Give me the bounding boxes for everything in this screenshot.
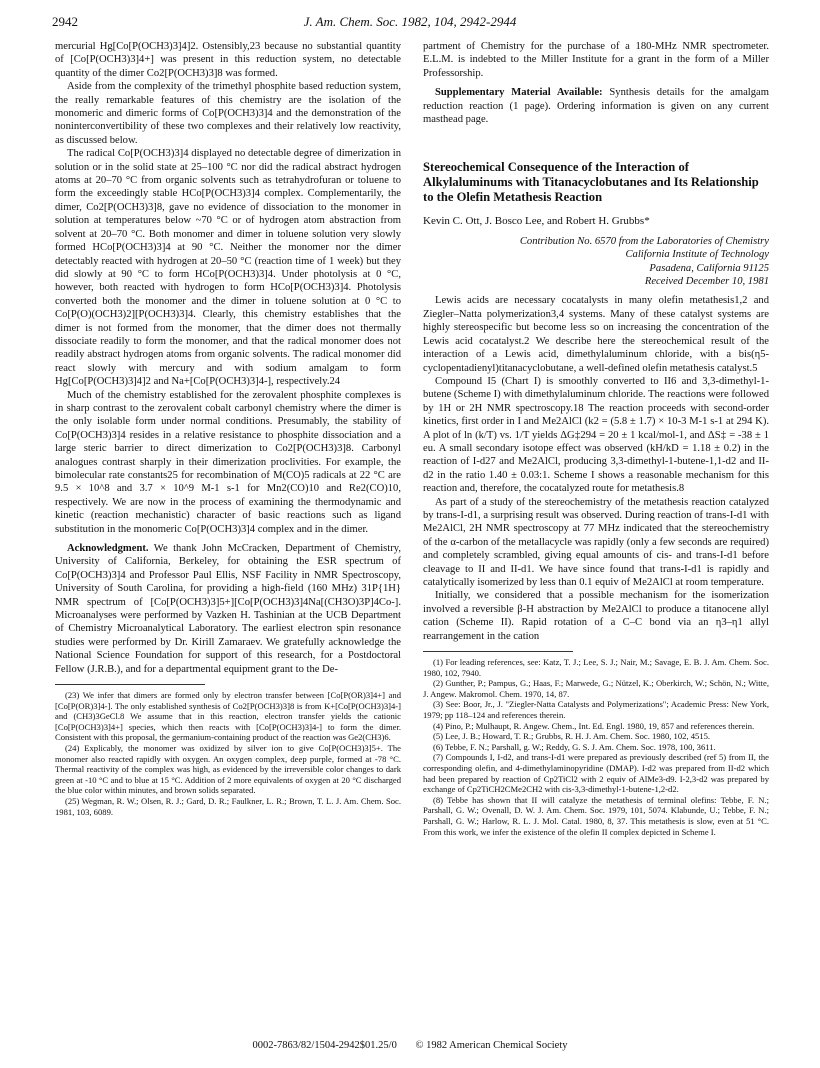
footnote: (3) See: Boor, Jr., J. "Ziegler-Natta Catalysts and Polymerizations"; Academic Press: New York, 1979; pp 118–124 and references therein. bbox=[423, 699, 769, 720]
footnote: (24) Explicably, the monomer was oxidized by silver ion to give Co[P(OCH3)3]5+. The monomer also reacted rapidly with oxygen. An oxygen complex, deep purple, formed at -78 °C. Thermal reactivity of the complex was high, as evidenced by the irreversible color changes to dark green at -10 °C and to blue at 15 °C. Addition of 2 more equivalents of oxygen at 20 °C discharged the blue color within minutes, and brown solids separated. bbox=[55, 743, 401, 796]
body-paragraph: partment of Chemistry for the purchase of a 180-MHz NMR spectrometer. E.L.M. is indebted to the Miller Institute for a grant in the form of a Miller Professorship. bbox=[423, 41, 769, 79]
supplementary-text: Synthesis details for the amalgam reduction reaction (1 page). Ordering information is given on any current masthead page. bbox=[423, 87, 769, 126]
footnote: (4) Pino, P.; Mulhaupt, R. Angew. Chem., Int. Ed. Engl. 1980, 19, 857 and references therein. bbox=[433, 720, 755, 731]
footnote-divider bbox=[55, 684, 205, 685]
body-paragraph: Lewis acids are necessary cocatalysts in many olefin metathesis1,2 and Ziegler–Natta polymerization3,4 systems. Many of these catalyst systems are highly stereospecific but become less so on increasing the concentration of the Lewis acid cocatalyst.2 We describe here the stereochemical result of the interaction of a Lewis acid, dimethylaluminum chloride, with a bis(η5-cyclopentadienyl)titanacyclobutane, a well-defined olefin metathesis catalyst.5 bbox=[423, 295, 769, 374]
article-title: Stereochemical Consequence of the Interaction of Alkylaluminums with Titanacyclobutanes and Its Relationship to the Olefin Metathesis Reaction bbox=[423, 160, 759, 205]
footnote: (7) Compounds I, I-d2, and trans-I-d1 were prepared as previously described (ref 5) from II, the corresponding olefin, and 4-dimethylaminopyridine (DMAP). I-d2 was prepared from II-d2 which had been prepared by reaction of Cp2TiCl2 with 2 equiv of AlMe3-d9. I-2,3-d2 was prepared by exchange of Cp2TiCH2CMe2CH2 with cis-3,3-dimethyl-1-butene-1,2-d2. bbox=[423, 752, 769, 795]
affiliation-line: California Institute of Technology bbox=[625, 249, 769, 261]
body-paragraph: Much of the chemistry established for the zerovalent phosphite complexes is in sharp contrast to the zerovalent cobalt carbonyl chemistry where the dimer is the only isolable form under normal conditions. Presumably, the stability of Co[P(OCH3)3]4 resides in a relative resistance to phosphite dissociation and a large steric barrier to direct dimerization to Co2[P(OCH3)3]8. Carbonyl analogues contrast sharply in their dimerization proclivities. For example, the bimolecular rate constants25 for recombination of M(CO)5 radicals at 22 °C are 9.5 × 10^8 and 3.7 × 10^9 M-1 s-1 for Mn2(CO)10 and Re2(CO)10, respectively. We are now in the process of examining the thermodynamic and kinetic (reaction mechanistic) character of basic reactions such as ligand substitution in the monomeric Co[P(OCH3)3]4 complex and in the dimer. bbox=[55, 389, 401, 535]
body-paragraph: The radical Co[P(OCH3)3]4 displayed no detectable degree of dimerization in solution or in the solid state at 25–100 °C nor did the radical abstract hydrogen atoms at 20–70 °C from organic solvents such as tetrahydrofuran or toluene to form the exceedingly stable HCo[P(OCH3)3]4 complex. Complementarily, the dimer, Co2[P(OCH3)3]8, gave no evidence of dissociation to the monomer in solution at temperatures below ~70 °C or of hydrogen atom abstraction from solvent at 20–70 °C. Both monomer and dimer in toluene solution very slowly formed HCo[P(OCH3)3]4 at 90 °C. Neither the monomer nor the dimer detectably reacted with hydrogen at 20–50 °C (reaction time of 1 week) but they did slowly at 90 °C to form HCo[P(OCH3)3]4. Under photolysis at 0 °C, however, both reacted with hydrogen to form HCo[P(OCH3)3]4. Photolysis converted both the monomer and the dimer in toluene solution at 0 °C to Co[P(O)(OCH3)2][P(OCH3)3]4. Clearly, this chemistry establishes that the dimer is not formed from the monomer, that the dimer does not thermally dissociate readily to form the monomer, and that the radical monomer does not readily abstract hydrogen atoms from organic solvents. The radical monomer did react slowly with mercury and with sodium amalgam to form Hg[Co[P(OCH3)3]4]2 and Na+[Co[P(OCH3)3]4-], respectively.24 bbox=[55, 148, 401, 388]
left-column bbox=[55, 40, 401, 817]
right-column bbox=[423, 40, 769, 837]
acknowledgment-text: We thank John McCracken, Department of Chemistry, University of California, Berkeley, for obtaining the ESR spectrum of Co[P(OCH3)3]4 and Professor Paul Ellis, NSF Facility in NMR Spectroscopy, University of South Carolina, for providing a high-field (160 MHz) 31P{1H} NMR spectrum of [Co[P(OCH3)3]5+][Co[P(OCH3)3]4Na[(CH3O)3P]4Co-]. Microanalyses were performed by Vazken H. Tashinian at the UCB Department of Chemistry Microanalytical Laboratory. The earliest electron spin resonance studies were performed by Dr. Kirill Zamaraev. We gratefully acknowledge the National Science Foundation for support of this research, for a Postdoctoral Fellow (J.R.B.), and for a departmental equipment grant to the De- bbox=[55, 543, 401, 675]
acknowledgment-label: Acknowledgment. bbox=[67, 543, 149, 555]
body-paragraph: Initially, we considered that a possible mechanism for the isomerization involved a reversible β-H abstraction by Me2AlCl to produce a titanocene allyl cation (Scheme II). Rapid rotation of a C–C bond via an η3–η1 allyl rearrangement in the cation bbox=[423, 590, 769, 642]
footnote: (8) Tebbe has shown that II will catalyze the metathesis of terminal olefins: Tebbe, F. N.; Parshall, G. W.; Ovenall, D. W. J. Am. Chem. Soc. 1979, 101, 5074. Klabunde, U.; Tebbe, F. N.; Parshall, G. W.; Harlow, R. L. J. Mol. Catal. 1980, 8, 37. This metathesis is slow, even at 51 °C. From this work, we infer the existence of the olefin II complex depicted in Scheme I. bbox=[423, 794, 769, 837]
footnote: (2) Gunther, P.; Pampus, G.; Haas, F.; Marwede, G.; Nützel, K.; Oberkirch, W.; Schön, N.; Witte, J. Angew. Makromol. Chem. 1970, 14, 87. bbox=[423, 678, 769, 699]
body-paragraph: mercurial Hg[Co[P(OCH3)3]4]2. Ostensibly,23 because no substantial quantity of [Co[P(OCH3)3]4+] was present in this reduction system, no detectable quantity of the dimer Co2[P(OCH3)3]8 was formed. bbox=[55, 41, 401, 79]
supplementary-material bbox=[423, 86, 769, 126]
received-date: Received December 10, 1981 bbox=[644, 276, 769, 288]
supplementary-label: Supplementary Material Available: bbox=[435, 87, 603, 99]
page-header bbox=[52, 14, 768, 34]
affiliation bbox=[423, 235, 769, 289]
footnote: (5) Lee, J. B.; Howard, T. R.; Grubbs, R. H. J. Am. Chem. Soc. 1980, 102, 4515. bbox=[433, 731, 711, 742]
body-paragraph: Aside from the complexity of the trimethyl phosphite based reduction system, the really remarkable features of this chemistry are the isolation of the monomeric and dimeric forms of Co[P(OCH3)3]4 and the demonstration of the noninterconvertibility of these two complexes and their relatively low reactivity, as discussed below. bbox=[55, 81, 401, 146]
journal-citation: J. Am. Chem. Soc. 1982, 104, 2942-2944 bbox=[303, 14, 517, 29]
footnote: (23) We infer that dimers are formed only by electron transfer between [Co[P(OR)3]4+] and [Co[P(OR)3]4-]. The only established synthesis of Co2[P(OCH3)3]8 is from K+[Co[P(OCH3)3]4-] and (CH3)3GeCl.8 We assume that in this reaction, electron transfer yields the cationic [Co[P(OCH3)3]4+] species, which then reacts with [Co[P(OCH3)3]4-] to form the dimer. Consistent with this proposal, the germanium-containing product of the reaction was Ge2(CH3)6. bbox=[55, 690, 401, 743]
acknowledgment bbox=[55, 542, 401, 676]
footnote: (25) Wegman, R. W.; Olsen, R. J.; Gard, D. R.; Faulkner, L. R.; Brown, T. L. J. Am. Chem. Soc. 1981, 103, 6089. bbox=[55, 796, 401, 817]
footnotes-left bbox=[55, 690, 401, 817]
article-authors: Kevin C. Ott, J. Bosco Lee, and Robert H. Grubbs* bbox=[423, 215, 650, 228]
footnotes-right bbox=[423, 657, 769, 837]
footnote: (1) For leading references, see: Katz, T. J.; Lee, S. J.; Nair, M.; Savage, E. B. J. Am. Chem. Soc. 1980, 102, 7940. bbox=[423, 657, 769, 678]
affiliation-line: Contribution No. 6570 from the Laboratories of Chemistry bbox=[519, 235, 769, 247]
page-number: 2942 bbox=[52, 14, 78, 29]
body-paragraph: As part of a study of the stereochemistry of the metathesis reaction catalyzed by trans-I-d1, a surprising result was observed. During reaction of trans-I-d1 with Me2AlCl, 2H NMR spectroscopy at 77 MHz indicated that the stereochemistry of the α-carbon of the metallacycle was rapidly (only a few seconds are required) and completely scrambled, giving equal amounts of cis- and trans-I-d1 before cleavage to II and II-d1. We have since found that trans-I-d1 is rapidly and catalytically isomerized by less than 0.1 equiv of Me2AlCl at room temperature. bbox=[423, 496, 769, 588]
footnote-divider bbox=[423, 651, 573, 652]
footnote: (6) Tebbe, F. N.; Parshall, g. W.; Reddy, G. S. J. Am. Chem. Soc. 1978, 100, 3611. bbox=[433, 741, 716, 752]
affiliation-line: Pasadena, California 91125 bbox=[649, 262, 769, 274]
page-footer bbox=[0, 1040, 820, 1051]
body-paragraph: Compound I5 (Chart I) is smoothly converted to II6 and 3,3-dimethyl-1-butene (Scheme I) with dimethylaluminum chloride. The reactions were followed by 1H or 2H NMR spectroscopy.18 The reaction proceeds with second-order kinetics, first order in I and Me2AlCl (k2 = (5.8 ± 1.7) × 10-3 M-1 s-1 at 294 K). A plot of ln (k/T) vs. 1/T yields ΔG‡294 = 20 ± 1 kcal/mol-1, and ΔS‡ = -38 ± 1 eu. A small secondary isotope effect was observed (kH/kD = 1.18 ± 0.2) in the reaction of I-d27 and Me2AlCl, producing 3,3-dimethyl-1-butene-1,1-d2 and II-d2 in the ratio 1.40 ± 0.03:1. Scheme I shows a reasonable mechanism for this reaction and, therefore, the cocatalyzed route for metathesis.8 bbox=[423, 375, 769, 495]
copyright: © 1982 American Chemical Society bbox=[415, 1040, 568, 1051]
price-code: 0002-7863/82/1504-2942$01.25/0 bbox=[252, 1040, 397, 1051]
